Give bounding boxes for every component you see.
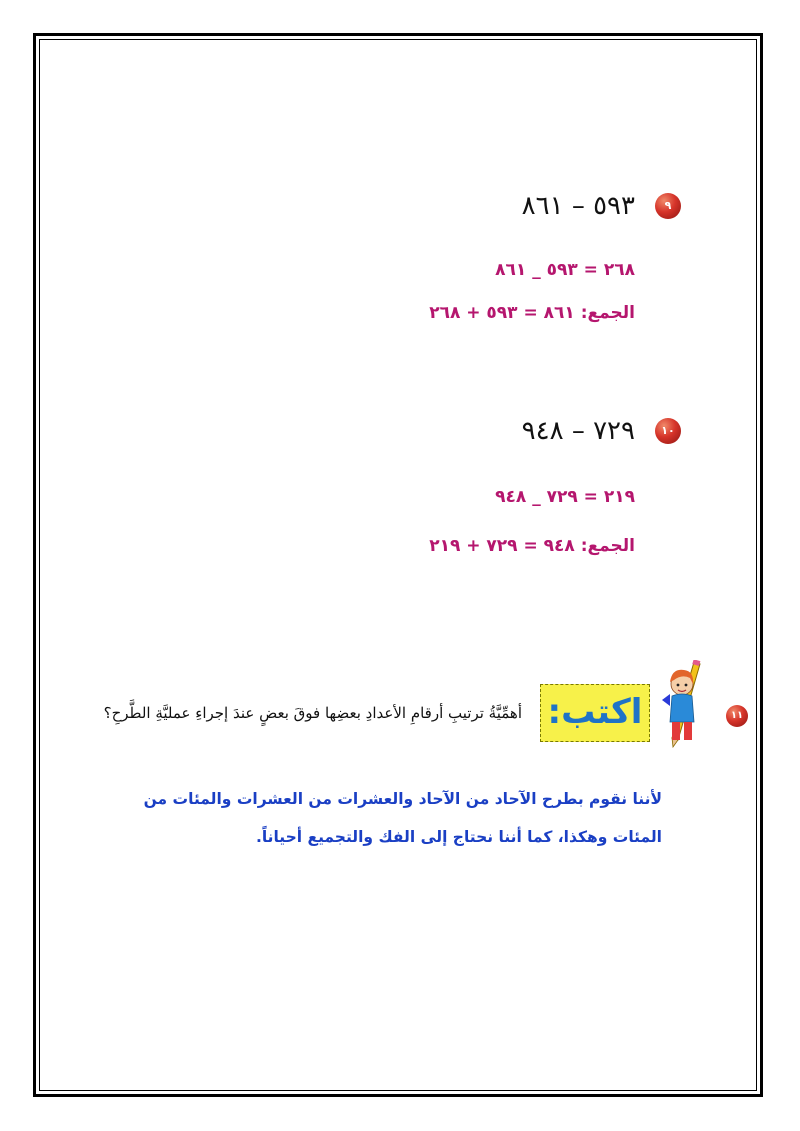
written-answer-line-1: لأننا نقوم بطرح الآحاد من الآحاد والعشرات من العشرات والمئات من [143, 790, 662, 808]
exercise-number-badge: ١١ [726, 705, 748, 727]
addition-check [429, 536, 635, 556]
check-expression: ٩٤٨ = ٧٢٩ + ٢١٩ [429, 536, 575, 556]
written-answer-line-2: المئات وهكذا، كما أننا نحتاج إلى الفك والتجميع أحياناً. [255, 828, 662, 846]
check-expression: ٨٦١ = ٥٩٣ + ٢٦٨ [429, 303, 575, 323]
page-border-inner [39, 39, 757, 1091]
subtraction-answer: ٢٦٨ = ٥٩٣ _ ٨٦١ [495, 260, 635, 280]
exercise-problem: ٥٩٣ – ٨٦١ [521, 191, 635, 221]
exercise-number-badge: ١٠ [655, 418, 681, 444]
check-label: الجمع: [580, 536, 635, 556]
check-label: الجمع: [580, 303, 635, 323]
exercise-number-badge: ٩ [655, 193, 681, 219]
student-with-pencil-icon [660, 660, 706, 748]
write-label-box [540, 684, 650, 742]
subtraction-answer: ٢١٩ = ٧٢٩ _ ٩٤٨ [495, 487, 635, 507]
addition-check [429, 303, 635, 323]
writing-question: أهمِّيَّةُ ترتيبِ أرقامِ الأعدادِ بعضِها فوقَ بعضٍ عندَ إجراءِ عمليَّةِ الطَّرحِ؟ [103, 704, 522, 722]
write-label: اكتب: [547, 692, 643, 732]
exercise-problem: ٧٢٩ – ٩٤٨ [521, 416, 635, 446]
